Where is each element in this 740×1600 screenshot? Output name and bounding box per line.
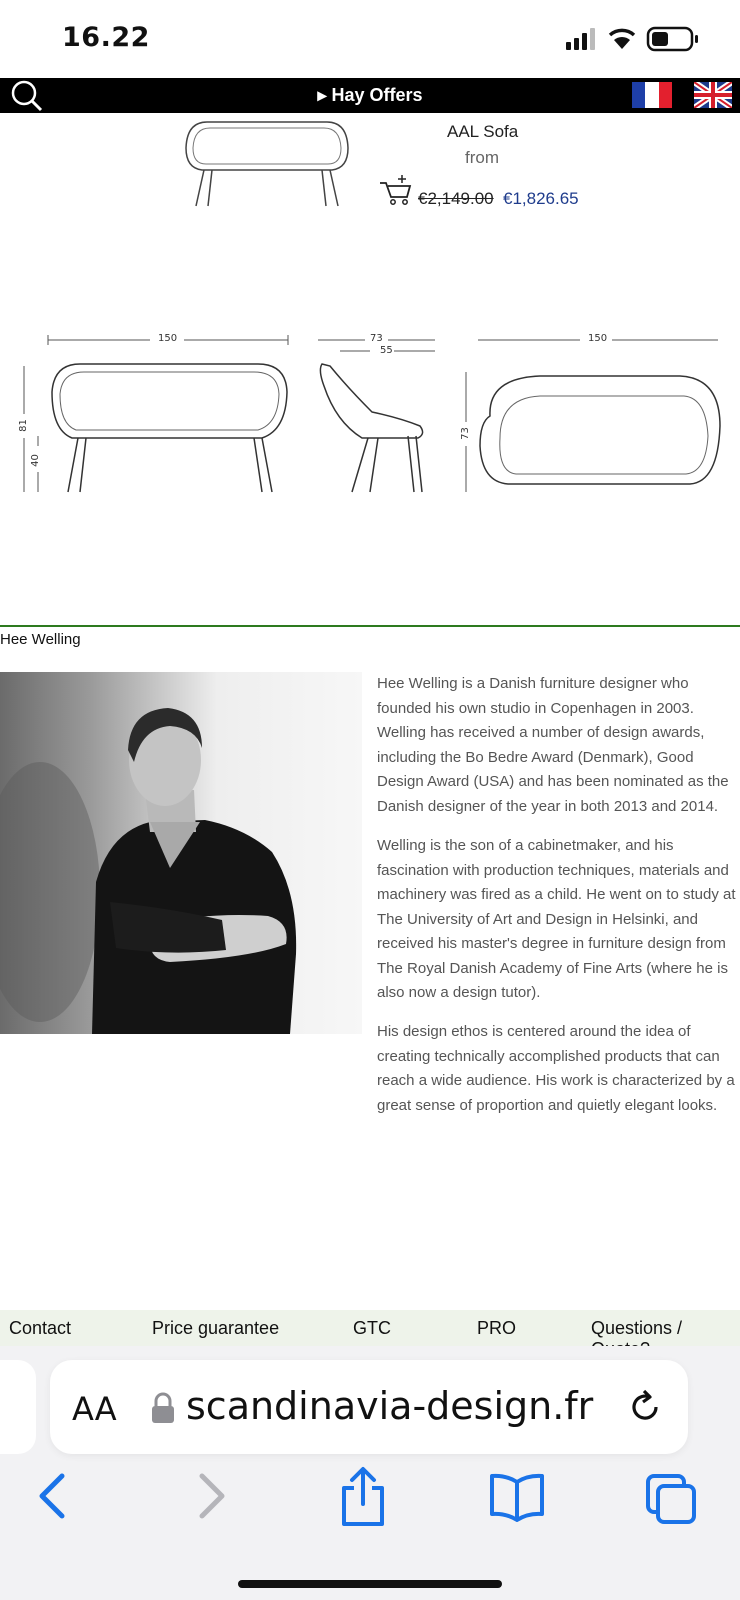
uk-flag-icon[interactable] [694, 82, 732, 108]
dimension-drawings [0, 326, 740, 506]
top-width-dim: 150 [588, 333, 608, 344]
side-depth-dim: 73 [370, 333, 383, 344]
top-view-drawing [466, 340, 720, 492]
status-time: 16.22 [62, 22, 150, 53]
side-view-drawing [318, 340, 435, 492]
status-icons [566, 24, 706, 58]
reader-options-button[interactable]: AA [72, 1390, 117, 1428]
footer-link-questions[interactable]: Questions / [591, 1318, 683, 1338]
price-from-label: from [465, 148, 499, 167]
tabs-icon[interactable] [644, 1472, 698, 1526]
designer-name: Hee Welling [0, 631, 81, 648]
home-indicator [238, 1580, 502, 1588]
hay-offers-link[interactable]: ▸ Hay Offers [317, 85, 423, 105]
seat-height-dim: 40 [29, 454, 41, 467]
footer-link-pro[interactable]: PRO [477, 1318, 517, 1338]
wifi-icon [610, 30, 634, 49]
french-flag-icon[interactable] [632, 82, 672, 108]
side-seat-depth-dim: 55 [380, 345, 393, 356]
footer-links-bar [0, 1310, 740, 1346]
previous-tab-preview[interactable] [0, 1360, 36, 1454]
battery-icon [648, 28, 698, 50]
footer-link-contact[interactable]: Contact [9, 1318, 72, 1338]
site-header [0, 78, 740, 113]
front-view-drawing [24, 335, 288, 492]
sale-price: €1,826.65 [503, 189, 579, 208]
signal-icon [566, 28, 595, 50]
front-width-dim: 150 [158, 333, 178, 344]
sofa-thumbnail[interactable] [182, 118, 352, 210]
original-price: €2,149.00 [418, 189, 494, 208]
front-height-dim: 81 [17, 419, 29, 432]
designer-photo [0, 672, 362, 1034]
section-divider [0, 625, 740, 627]
footer-link-gtc[interactable]: GTC [353, 1318, 391, 1338]
product-title[interactable]: AAL Sofa [447, 122, 519, 141]
share-icon[interactable] [338, 1466, 388, 1528]
back-button[interactable] [34, 1470, 70, 1524]
designer-bio-paragraph: Welling is the son of a cabinetmaker, and his fascination with production techniques, materials and machinery was fired as a child. He went on to study at The University of Art and Design in Helsinki, and received his master's degree in furniture design from The Royal Danish Academy of Fine Arts (where he is also now a design tutor). [377, 837, 736, 1001]
footer-link-price-guarantee[interactable]: Price guarantee [152, 1318, 280, 1338]
add-to-cart-icon[interactable] [378, 173, 414, 207]
url-text[interactable]: scandinavia-design.fr [186, 1384, 594, 1428]
bookmarks-icon[interactable] [488, 1472, 546, 1522]
designer-bio-paragraph: His design ethos is centered around the idea of creating technically accomplished products that can reach a wide audience. His work is characterized by a great sense of proportion and quietly elegant looks. [377, 1023, 735, 1114]
lock-icon [150, 1392, 176, 1424]
address-bar[interactable] [50, 1360, 688, 1454]
reload-icon[interactable] [626, 1388, 664, 1426]
forward-button[interactable] [194, 1470, 230, 1524]
designer-bio-paragraph: Hee Welling is a Danish furniture designer who founded his own studio in Copenhagen in 2003. Welling has received a number of design awards, including the Bo Bedre Award (Denmark), Good Design Award (USA) and has been nominated as the Danish designer of the year in both 2013 and 2014. [377, 675, 729, 815]
top-depth-dim: 73 [459, 427, 471, 440]
